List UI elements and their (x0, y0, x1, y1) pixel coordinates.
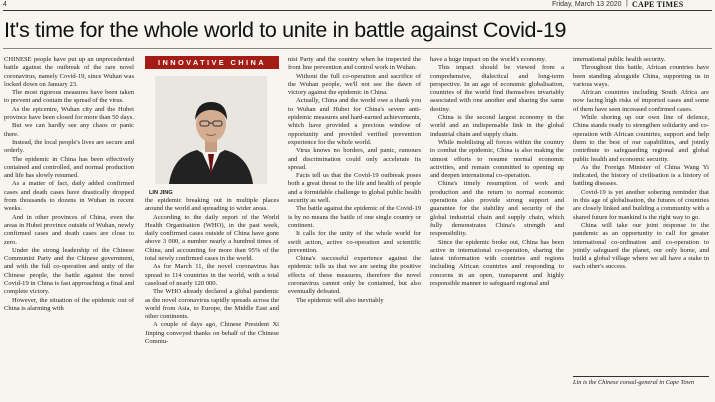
column-4 (430, 56, 564, 288)
paragraph: As for March 11, the novel coronavirus has spread to 114 countries in the world, with a total caseload of nearly 120 000. (145, 263, 279, 287)
headline: It's time for the whole world to unite in battle against Covid-19 (4, 18, 567, 42)
author-photo (155, 76, 267, 184)
column-1 (4, 56, 134, 313)
paragraph: The epidemic will also inevitably (296, 296, 384, 304)
paragraph: Facts tell us that the Covid-19 outbreak poses both a great threat to the life and health of people and a formidable challenge to global public health security as well. (288, 172, 421, 205)
paragraph: While shoring up our own line of defence, China stands ready to strengthen solidarity and co-operation with African countries, support and help them to the best of our capabilities, and jointly contribute to safeguarding regional and global public health and economic security. (573, 114, 709, 163)
paragraph: As the Foreign Minister of China Wang Yi indicated, the history of civilisation is a history of battling diseases. (573, 163, 709, 188)
paragraph: While mobilising all forces within the country to combat the epidemic, China is also making the utmost efforts to resume normal economic activities, and remain committed to opening up and deepen international co-operation. (430, 138, 564, 180)
paragraph: This impact should be viewed from a comprehensive, dialectical and long-term perspective. In an age of economic globalisation, countries of the world find themselves invariably associated with one another and sharing the same destiny. (430, 64, 564, 113)
paragraph: A couple of days ago, Chinese President Xi Jinping conveyed thanks on behalf of the Chinese Commu- (145, 321, 279, 346)
portrait-image (155, 76, 267, 184)
paragraph: The battle against the epidemic of the Covid-19 is by no means the battle of one single country or continent. (288, 205, 421, 229)
paragraph: It calls for the unity of the whole world for swift action, active co-operation and scientific prevention. (288, 230, 421, 254)
paragraph: As a matter of fact, daily added confirmed cases and death cases have drastically dropped from thousands to dozens in Wuhan in recent weeks. (4, 180, 134, 213)
paragraph: According to the daily report of the World Health Organisation (WHO), in the past week, daily confirmed cases outside of China have gone above 3 000, a number nearly a hundred times of China, and accounting for more than 95% of the total newly confirmed cases in the world. (145, 213, 279, 263)
paragraph: CHINESE people have put up an unprecedented battle against the outbreak of the rare novel coronavirus, namely Covid-19, since Wuhan was locked down on January 23. (4, 56, 134, 88)
paragraph: However, the situation of the epidemic out of China is alarming with (4, 296, 134, 312)
paragraph: Virus knows no borders, and panic, rumours and discrimination could only accelerate its spread. (288, 147, 421, 171)
folio-separator: | (626, 0, 628, 7)
paragraph: Actually, China and the world owe a thank you to Wuhan and Hubei for China's severe anti-epidemic measures and hard-earned achievements, which have provided a precious window of opportunity and provided verified prevention experience for the whole world. (288, 97, 421, 146)
folio-rule (3, 10, 712, 11)
paragraph: Without the full co-operation and sacrifice of the Wuhan people, we'll not see the dawn of victory against the epidemic in China. (288, 72, 421, 97)
page-number: 4 (3, 1, 7, 8)
paragraph: Covid-19 is yet another sobering reminder that in this age of globalisation, the futures of countries are closely linked and building a community with a shared future for mankind is the right way to go. (573, 188, 709, 221)
paragraph: China's successful experience against the epidemic tells us that we are seeing the positive effects of these measures, therefore the novel coronavirus cannot only be contained, but also eventually defeated. (288, 255, 421, 296)
paragraph: international public health security. (573, 56, 666, 63)
paragraph: The WHO already declared a global pandemic as the novel coronavirus rapidly spreads across the world from Asia, to Europe, the Middle East and other continents. (145, 288, 279, 321)
headline-rule (3, 48, 712, 49)
column-3 (288, 56, 421, 305)
paragraph: the epidemic breaking out in multiple places around the world and spreading to wider areas. (145, 197, 279, 213)
paragraph: nist Party and the country when he inspected the front line prevention and control work in Wuhan. (288, 56, 421, 72)
paragraph: Throughout this battle, African countries have been standing alongside China, supporting us in various ways. (573, 64, 709, 88)
column-banner: INNOVATIVE CHINA (145, 56, 279, 69)
paragraph: Under the strong leadership of the Chinese Communist Party and the Chinese government, and with the full co-operation and unity of the Chinese people, the battle against the novel Covid-19 in China is fast approaching a final and complete victory. (4, 246, 134, 296)
folio-date: Friday, March 13 2020 (552, 1, 622, 8)
paragraph: But we can hardly see any chaos or panic there. (4, 122, 134, 138)
byline: LIN JING (149, 190, 173, 196)
paragraph: And in other provinces of China, even the areas in Hubei province outside of Wuhan, newly confirmed cases and death cases are close to zero. (4, 213, 134, 246)
paragraph: China is the second largest economy in the world and an indispensable link in the global industrial chain and supply chain. (430, 114, 564, 138)
paragraph: The most rigorous measures have been taken to prevent and contain the spread of the virus. (4, 89, 134, 105)
footnote-rule (573, 376, 709, 377)
paragraph: China's timely resumption of work and production and the return to normal economic operations also provide strong support and guarantee for the stability and security of the global industrial chain and supply chain, which fully demonstrates China's strength and responsibility. (430, 180, 564, 238)
paragraph: Since the epidemic broke out, China has been active in international co-operation, sharing the latest information with countries and regions including African countries and responding to concerns in an open, transparent and highly responsible manner to safeguard regional and (430, 238, 564, 288)
paragraph: have a huge impact on the world's economy. (430, 56, 547, 63)
paragraph: China will take our joint response to the pandemic as an opportunity to call for greater international co-ordination and co-operation to jointly safeguard the planet, our only home, and build a global village where we all have a stake in each other's success. (573, 221, 709, 271)
paragraph: The epidemic in China has been effectively contained and controlled, and normal production and life has slowly resumed. (4, 155, 134, 180)
column-2 (145, 197, 279, 346)
paragraph: Instead, the local people's lives are secure and orderly. (4, 138, 134, 155)
author-footnote: Lin is the Chinese consul-general in Cape Town (573, 379, 694, 386)
masthead-name: CAPE TIMES (632, 0, 684, 9)
column-5 (573, 56, 709, 272)
paragraph: As the epicentre, Wuhan city and the Hubei province have been closed for more than 50 days. (4, 105, 134, 122)
paragraph: African countries including South Africa are now facing high risks of imported cases and some of them have seen increased confirmed cases. (573, 89, 709, 113)
